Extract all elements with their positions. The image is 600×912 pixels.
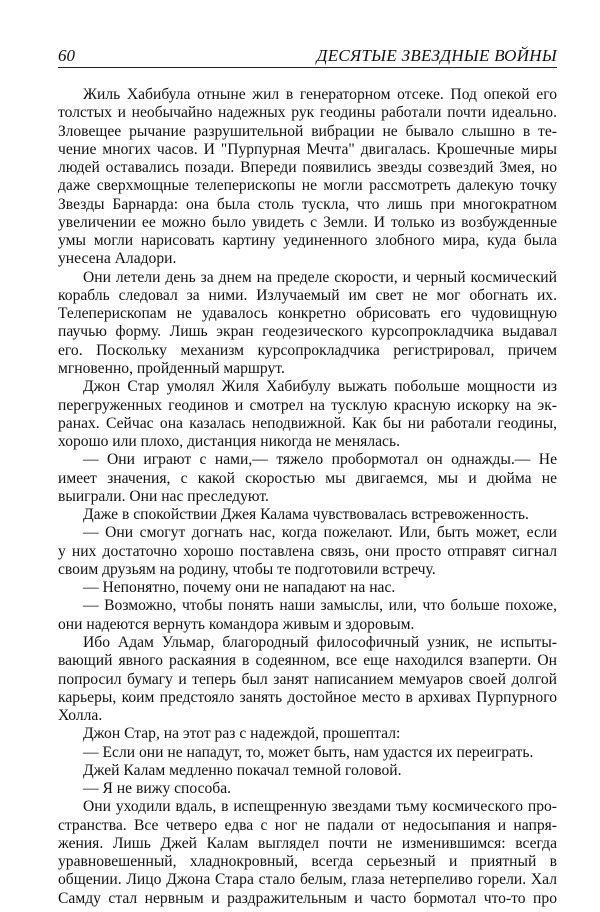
text-line: ранах. Сейчас она казалась неподвижной. Как бы ни работали геодины,: [58, 414, 557, 432]
text-line: перегруженных геодинов и смотрел на тусклую красную искорку на эк-: [58, 396, 557, 414]
paragraph: [58, 780, 557, 798]
text-line: — Они играют с нами,— тяжело пробормотал он однажды.— Не: [83, 451, 557, 469]
text-line: корабль следовал за ними. Излучаемый им свет не мог обогнать их.: [58, 286, 557, 304]
text-line: — Они смогут догнать нас, когда пожелают. Или, быть может, если: [83, 524, 557, 542]
text-line: у них достаточно хорошо поставлена связь, они просто отправят сигнал: [58, 542, 557, 560]
text-line: попросил бумагу и теперь был занят написанием мемуаров своей долгой: [58, 670, 557, 688]
text-line: уравновешенный, хладнокровный, всегда серьезный и приятный в: [58, 853, 557, 871]
text-line: Зловещее рычание разрушительной вибрации не бывало слышно в те-: [58, 122, 557, 140]
text-line: хорошо или плохо, дистанция никогда не менялась.: [58, 433, 400, 451]
text-line: вающий явного раскаяния в содеянном, все еще находился взаперти. Он: [58, 652, 557, 670]
text-line: Жиль Хабибула отныне жил в генераторном отсеке. Под опекой его: [83, 86, 557, 103]
page-body: [58, 86, 557, 908]
text-line: Звезды Барнарда: она была столь тускла, что лишь при многократном: [58, 195, 557, 213]
paragraph: [58, 798, 557, 908]
text-line: странства. Все четверо едва с ног не падали от недосыпания и напря-: [58, 816, 557, 834]
running-header: [58, 45, 557, 68]
text-line: Ибо Адам Ульмар, благородный философичный узник, не испыты-: [83, 633, 557, 651]
paragraph: [58, 506, 557, 524]
text-line: его. Поскольку механизм курсопрокладчика регистрировал, причем: [58, 341, 557, 359]
text-line: карьеры, коим предстояло занять достойное место в архивах Пурпурного: [58, 688, 557, 706]
text-line: унесена Аладори.: [58, 250, 177, 268]
paragraph: [58, 725, 557, 743]
text-line: своим друзьям на родину, чтобы те подготовили встречу.: [58, 560, 436, 578]
text-line: Телеперископам не удавалось конкретно обрисовать его чудовищную: [58, 305, 557, 323]
text-line: выиграли. Они нас преследуют.: [58, 487, 269, 505]
running-title: ДЕСЯТЫЕ ЗВЕЗДНЫЕ ВОЙНЫ: [316, 46, 557, 65]
text-line: общении. Лицо Джона Стара стало белым, глаза нетерпеливо горели. Хал: [58, 871, 557, 889]
text-line: толстых и необычайно надежных рук геодины работали почти идеально.: [58, 104, 557, 122]
paragraph: [58, 524, 557, 579]
text-line: мгновенно, пройденный маршрут.: [58, 359, 285, 377]
text-line: увеличении ее можно было увидеть с Земли. И только из возбужденные: [58, 213, 557, 231]
text-line: людей оставались позади. Впереди появились звезды созвездий Змея, но: [58, 159, 557, 177]
text-line: жения. Лишь Джей Калам выглядел почти не изменившимся: всегда: [58, 834, 557, 852]
paragraph: [58, 762, 557, 780]
paragraph: [58, 378, 557, 451]
paragraph: [58, 744, 557, 762]
page-number: 60: [58, 46, 75, 65]
text-line: умы могли нарисовать картину уединенного злобного мира, куда была: [58, 232, 557, 250]
text-line: Джей Калам медленно покачал темной головой.: [83, 761, 402, 779]
text-line: Они уходили вдаль, в испещренную звездами тьму космического про-: [83, 798, 557, 816]
text-line: имеет значения, с какой скоростью мы двигаемся, мы и дюйма не: [58, 469, 557, 487]
paragraph: [58, 451, 557, 506]
text-line: даже сверхмощные телеперископы не могли рассмотреть далекую точку: [58, 177, 557, 195]
paragraph: [58, 579, 557, 597]
paragraph: [58, 269, 557, 379]
paragraph: [58, 597, 557, 634]
paragraph: [58, 634, 557, 725]
text-line: — Если они не нападут, то, может быть, нам удастся их переиграть.: [83, 743, 534, 761]
text-line: — Я не вижу способа.: [83, 780, 232, 798]
paragraph: [58, 86, 557, 269]
text-line: они надеются вернуть командора живым и здоровым.: [58, 615, 415, 633]
text-line: Они летели день за днем на пределе скорости, и черный космический: [83, 268, 557, 286]
text-line: — Непонятно, почему они не нападают на нас.: [83, 579, 396, 597]
text-line: чение многих часов. И "Пурпурная Мечта" двигалась. Крошечные миры: [58, 140, 557, 158]
text-line: Холла.: [58, 707, 103, 725]
text-line: Джон Стар умолял Жиля Хабибулу выжать побольше мощности из: [83, 378, 557, 396]
text-line: паучью форму. Лишь экран геодезического курсопрокладчика выдавал: [58, 323, 557, 341]
text-line: Даже в спокойствии Джея Калама чувствовалась встревоженность.: [83, 506, 529, 524]
text-line: Джон Стар, на этот раз с надеждой, прошептал:: [83, 725, 401, 743]
text-line: — Возможно, чтобы понять наши замыслы, или, что больше похоже,: [83, 597, 557, 615]
text-line: Самду стал нервным и раздражительным и часто бормотал что-то про: [58, 889, 557, 907]
